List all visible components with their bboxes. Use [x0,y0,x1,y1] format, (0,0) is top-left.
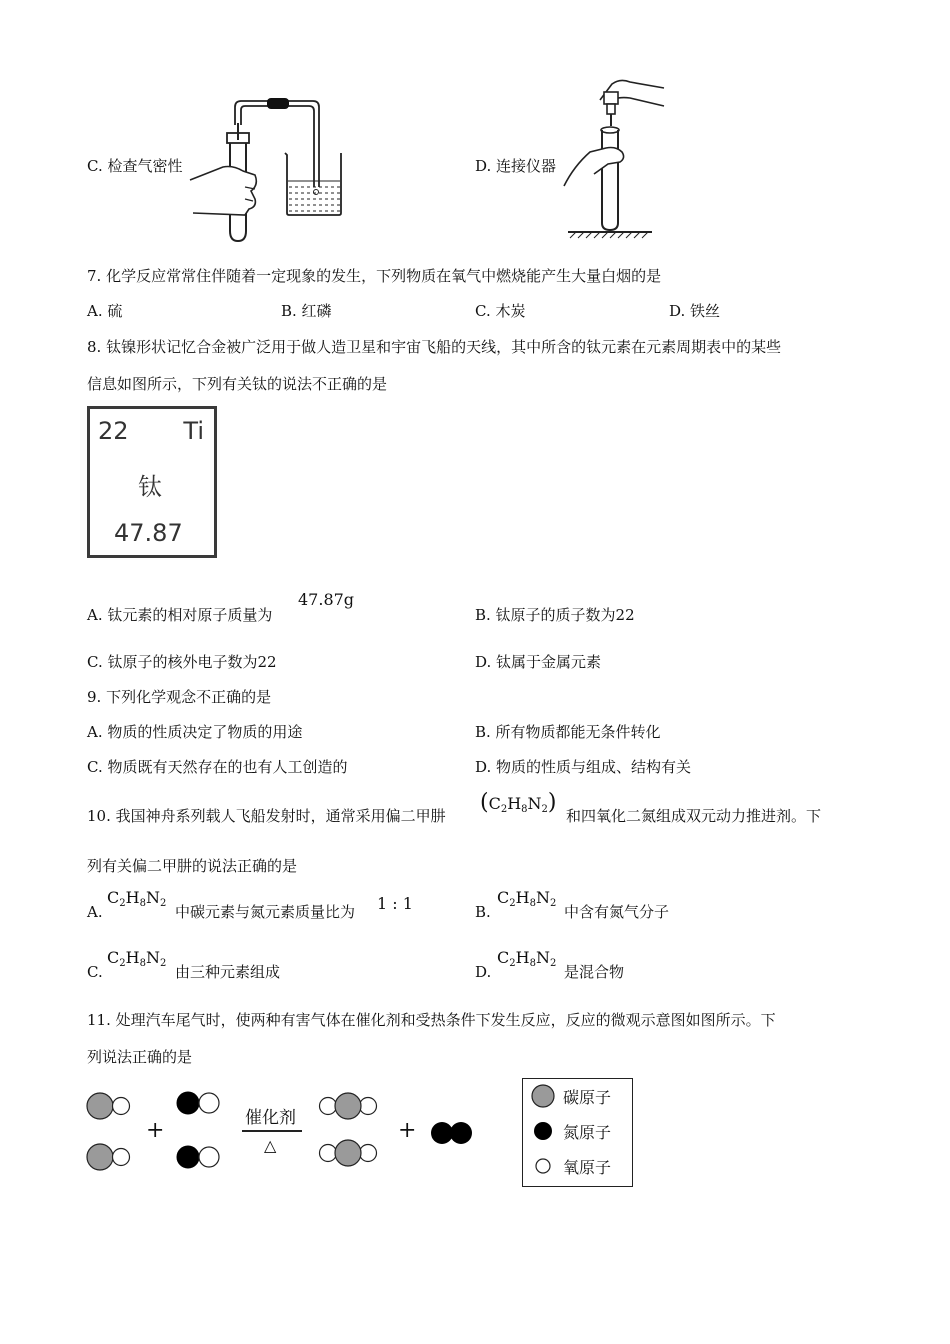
q8-option-c: C. 钛原子的核外电子数为22 [87,653,277,671]
q8-stem-line2: 信息如图所示，下列有关钛的说法不正确的是 [87,375,388,393]
q9-option-c: C. 物质既有天然存在的也有人工创造的 [87,758,348,776]
atomic-mass: 47.87 [114,519,183,547]
co2-molecules [318,1090,380,1172]
q7-stem: 7. 化学反应常常住伴随着一定现象的发生，下列物质在氧气中燃烧能产生大量白烟的是 [87,267,662,285]
n2-molecule [430,1120,476,1146]
q10-option-c-text: 由三种元素组成 [175,963,281,981]
q10-stem-formula: $(C_2H_8N_2)$ [480,790,557,815]
q10-option-d-formula: $C_2H_8N_2$ [497,948,557,969]
legend-carbon-label: 碳原子 [563,1087,612,1107]
q10-stem-line1-a: 10. 我国神舟系列载人飞船发射时，通常采用偏二甲肼 [87,807,446,825]
co-molecules [86,1090,132,1172]
q7-option-a: A. 硫 [87,302,123,320]
q10-option-a-formula: $C_2H_8N_2$ [107,888,167,909]
legend-carbon [531,1085,611,1107]
q10-option-a-label: A. [87,903,103,921]
q7-option-c: C. 木炭 [475,302,526,320]
q8-option-b: B. 钛原子的质子数为22 [475,606,635,624]
q10-option-b-formula: $C_2H_8N_2$ [497,888,557,909]
connect-apparatus-illustration [560,78,680,240]
q10-option-b-label: B. [475,903,491,921]
q7-option-d: D. 铁丝 [669,302,721,320]
q10-option-c-formula: $C_2H_8N_2$ [107,948,167,969]
q11-stem-line1: 11. 处理汽车尾气时，使两种有害气体在催化剂和受热条件下发生反应，反应的微观示意图如图所示。下 [87,1011,776,1029]
airtight-check-apparatus [185,95,345,245]
q9-option-d: D. 物质的性质与组成、结构有关 [475,758,692,776]
q9-option-a: A. 物质的性质决定了物质的用途 [87,723,303,741]
q9-stem: 9. 下列化学观念不正确的是 [87,688,272,706]
atom-legend [522,1078,633,1187]
q8-option-a: A. 钛元素的相对原子质量为 [87,606,273,624]
reaction-arrow [242,1130,302,1132]
q9-option-b: B. 所有物质都能无条件转化 [475,723,661,741]
legend-nitrogen-label: 氮原子 [563,1122,612,1142]
atomic-number: 22 [98,417,129,445]
element-symbol: Ti [183,417,204,445]
legend-oxygen [531,1155,611,1177]
q10-option-a-text: 中碳元素与氮元素质量比为 [175,903,356,921]
q6-option-d: D. 连接仪器 [475,157,557,175]
q10-option-b-text: 中含有氮气分子 [564,903,670,921]
element-name: 钛 [138,473,162,501]
heat-symbol: △ [264,1136,277,1155]
catalyst-label: 催化剂 [245,1108,296,1128]
q10-option-c-label: C. [87,963,103,981]
q11-stem-line2: 列说法正确的是 [87,1048,193,1066]
q8-stem-line1: 8. 钛镍形状记忆合金被广泛用于做人造卫星和宇宙飞船的天线，其中所含的钛元素在元素周期表中的某些 [87,338,782,356]
periodic-table-cell [87,406,217,558]
legend-nitrogen [531,1120,611,1142]
plus-sign-2: + [398,1118,417,1143]
q10-option-d-text: 是混合物 [564,963,625,981]
q6-option-c: C. 检查气密性 [87,157,183,175]
q10-option-d-label: D. [475,963,492,981]
no-molecules [176,1090,222,1172]
q10-stem-line2: 列有关偏二甲肼的说法正确的是 [87,857,298,875]
q8-option-a-value: 47.87g [298,590,355,609]
q8-option-d: D. 钛属于金属元素 [475,653,602,671]
q10-stem-line1-b: 和四氧化二氮组成双元动力推进剂。下 [566,807,822,825]
q7-option-b: B. 红磷 [281,302,332,320]
q10-option-a-ratio: 1 : 1 [377,894,413,913]
legend-oxygen-label: 氧原子 [563,1157,612,1177]
plus-sign-1: + [146,1118,165,1143]
